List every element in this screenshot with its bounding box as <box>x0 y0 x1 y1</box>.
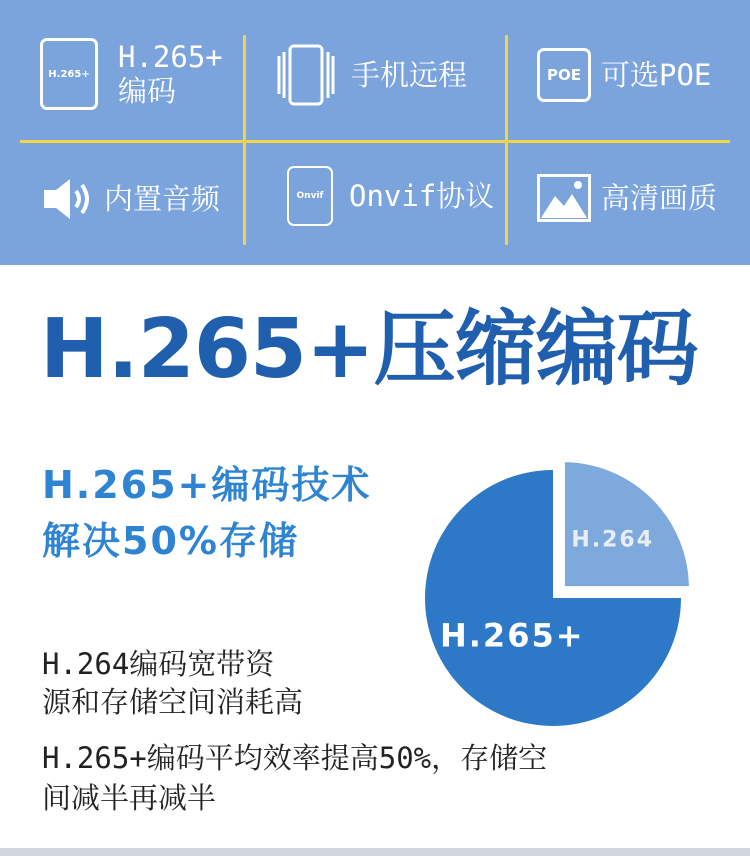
feature-h265 <box>40 38 238 110</box>
h265-icon-text: H.265+ <box>48 68 90 80</box>
compression-pie-chart <box>425 440 715 730</box>
h265-chip-icon <box>40 38 98 110</box>
grid-divider <box>20 140 730 143</box>
poe-icon-text: POE <box>547 66 581 84</box>
pie-svg <box>425 440 715 730</box>
feature-onvif <box>287 166 494 226</box>
main-title: H.265+压缩编码 <box>40 302 698 397</box>
bottom-divider <box>0 848 750 856</box>
feature-hd <box>537 174 717 222</box>
poe-icon <box>537 48 591 102</box>
feature-band <box>0 0 750 265</box>
feature-h265-label-line1: H.265+ <box>118 40 223 74</box>
feature-poe-label: 可选POE <box>601 58 712 92</box>
onvif-icon-text: Onvif <box>296 191 324 201</box>
phone-vibrate-icon <box>275 42 337 108</box>
pie-slice-h264 <box>563 460 691 588</box>
feature-mobile <box>275 42 467 108</box>
feature-h265-label-line2: 编码 <box>118 74 177 108</box>
speaker-icon <box>42 176 94 222</box>
feature-audio <box>42 176 220 222</box>
desc2-line1: H.265+编码平均效率提高50%，存储空 <box>42 741 548 775</box>
desc1-line1: H.264编码宽带资 <box>42 647 275 681</box>
feature-poe <box>537 48 711 102</box>
feature-mobile-label: 手机远程 <box>351 58 468 92</box>
feature-hd-label: 高清画质 <box>601 181 718 215</box>
pie-label-h265: H.265+ <box>439 616 585 655</box>
landscape-image-icon <box>537 174 591 222</box>
subtitle-line1: H.265+编码技术 <box>42 463 372 507</box>
pie-label-h264: H.264 <box>571 527 655 553</box>
subtitle-line2: 解决50%存储 <box>42 519 299 563</box>
onvif-icon <box>287 166 333 226</box>
feature-audio-label: 内置音频 <box>104 182 221 216</box>
desc1-line2: 源和存储空间消耗高 <box>42 685 304 719</box>
feature-onvif-label: Onvif协议 <box>349 179 495 213</box>
desc2-line2: 间减半再减半 <box>42 781 217 815</box>
